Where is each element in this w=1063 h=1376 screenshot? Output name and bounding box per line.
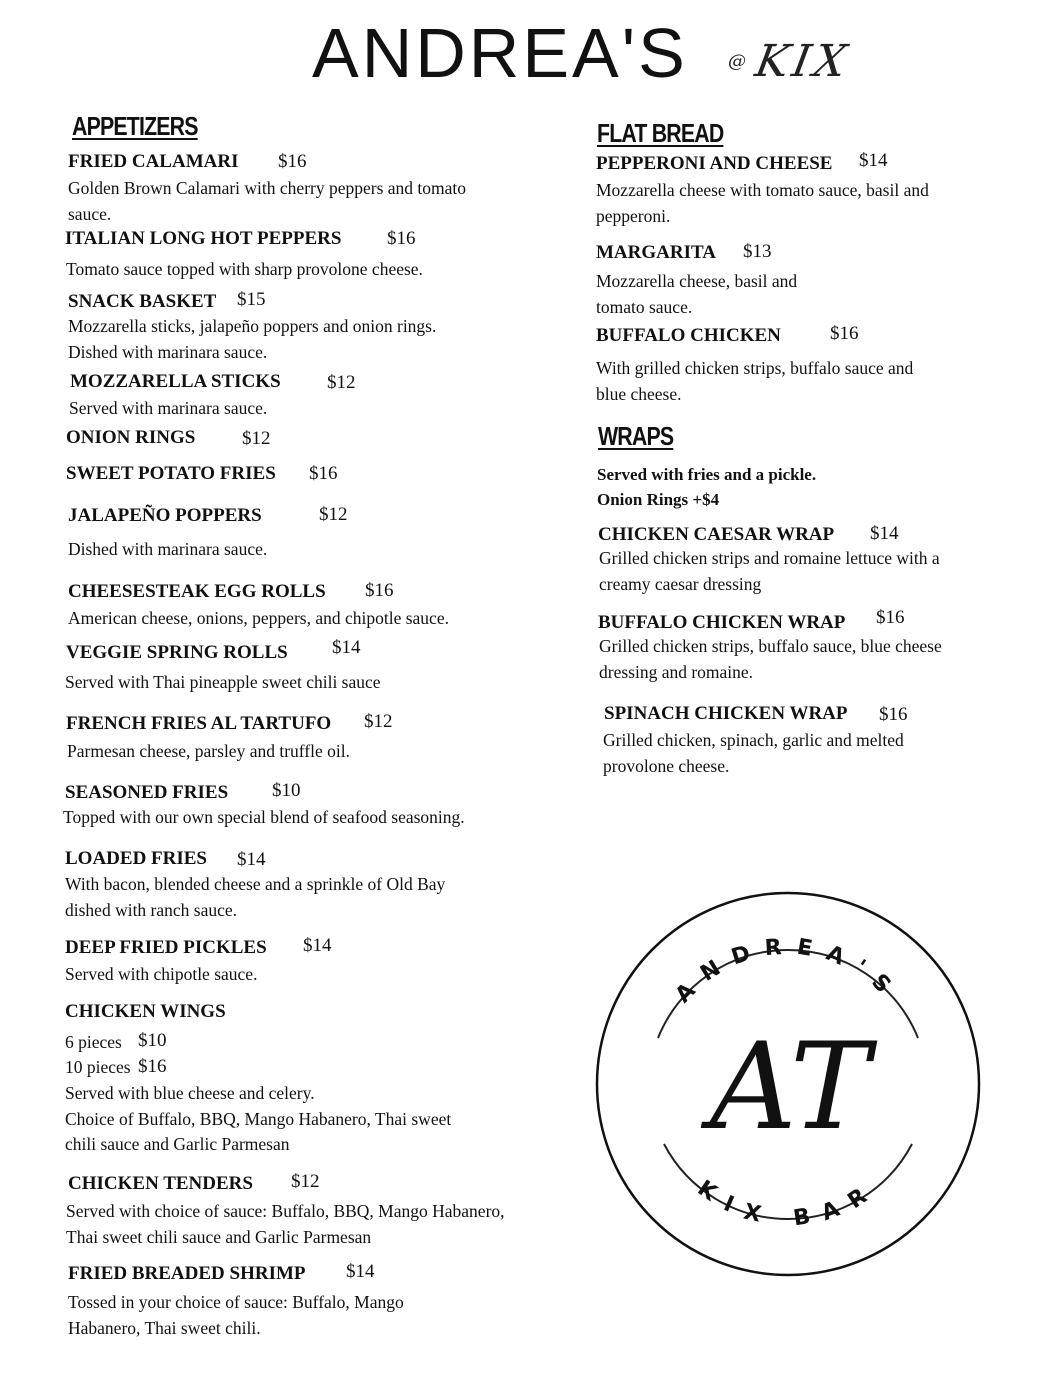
menu-item-name: FRENCH FRIES AL TARTUFO [66, 713, 332, 734]
menu-item-description: Tomato sauce topped with sharp provolone cheese. [66, 259, 423, 279]
menu-item-name: SWEET POTATO FRIES [66, 463, 276, 484]
menu-item-description: Mozzarella cheese with tomato sauce, basil and pepperoni. [596, 180, 929, 226]
menu-item-name: SNACK BASKET [68, 291, 217, 312]
menu-item-description: Topped with our own special blend of seafood seasoning. [63, 807, 465, 827]
menu-item-description: Served with chipotle sauce. [65, 964, 258, 984]
menu-item-price: $12 [319, 504, 348, 525]
menu-item-price: $16 [365, 580, 394, 601]
menu-item-price: $16 [278, 151, 307, 172]
logo-top-text: ANDREA'S [670, 934, 906, 1009]
menu-item-description: Tossed in your choice of sauce: Buffalo, Mango Habanero, Thai sweet chili. [68, 1292, 404, 1338]
menu-item-description: Grilled chicken strips, buffalo sauce, blue cheese dressing and romaine. [599, 636, 942, 682]
wraps-heading: WRAPS [598, 421, 674, 451]
menu-item-name: VEGGIE SPRING ROLLS [66, 642, 288, 663]
menu-item-price: $10 [272, 780, 301, 801]
menu-item-description: Served with choice of sauce: Buffalo, BBQ, Mango Habanero, Thai sweet chili sauce and Garlic Parmesan [66, 1201, 505, 1247]
menu-item-description: Dished with marinara sauce. [68, 539, 268, 559]
menu-item-description: With grilled chicken strips, buffalo sauce and blue cheese. [596, 358, 914, 404]
menu-item-description: American cheese, onions, peppers, and chipotle sauce. [68, 608, 449, 628]
menu-item-name: FRIED BREADED SHRIMP [68, 1263, 306, 1284]
menu-item-name: CHICKEN WINGS [65, 1001, 226, 1022]
menu-item-name: MARGARITA [596, 242, 716, 263]
menu-item-description: Parmesan cheese, parsley and truffle oil. [67, 741, 350, 761]
menu-item-description: Served with Thai pineapple sweet chili sauce [65, 672, 381, 692]
wings-option: 10 pieces [65, 1057, 131, 1077]
wings-option-price: $16 [138, 1056, 167, 1077]
menu-item-price: $14 [303, 935, 332, 956]
menu-item-price: $14 [859, 150, 888, 171]
wings-option-price: $10 [138, 1030, 167, 1051]
menu-item-name: SEASONED FRIES [65, 782, 229, 803]
menu-item-name: CHICKEN TENDERS [68, 1173, 253, 1194]
menu-item-price: $13 [743, 241, 772, 262]
menu-item-description: Served with marinara sauce. [69, 398, 268, 418]
menu-item-price: $16 [876, 607, 905, 628]
menu-item-price: $14 [332, 637, 361, 658]
menu-item-description: Mozzarella cheese, basil and tomato sauce. [596, 271, 798, 317]
menu-item-price: $15 [237, 289, 266, 310]
menu-item-price: $12 [242, 428, 271, 449]
menu-item-name: CHICKEN CAESAR WRAP [598, 524, 835, 545]
menu-item-price: $16 [309, 463, 338, 484]
menu-item-name: CHEESESTEAK EGG ROLLS [68, 581, 326, 602]
menu-item-name: JALAPEÑO POPPERS [68, 505, 262, 526]
menu-item-name: ONION RINGS [66, 427, 196, 448]
menu-item-description: Mozzarella sticks, jalapeño poppers and onion rings. Dished with marinara sauce. [68, 316, 437, 362]
flatbread-heading: FLAT BREAD [597, 118, 724, 148]
menu-item-price: $12 [364, 711, 393, 732]
menu-item-description: Grilled chicken strips and romaine lettuce with a creamy caesar dressing [599, 548, 940, 594]
at-symbol: @ [728, 51, 746, 72]
menu-item-name: FRIED CALAMARI [68, 151, 239, 172]
menu-item-description: Golden Brown Calamari with cherry peppers and tomato sauce. [68, 178, 467, 224]
menu-item-name: PEPPERONI AND CHEESE [596, 153, 833, 174]
menu-item-price: $12 [327, 372, 356, 393]
menu-item-description: With bacon, blended cheese and a sprinkle of Old Bay dished with ranch sauce. [65, 874, 446, 920]
wings-option: 6 pieces [65, 1032, 122, 1052]
venue-name: KIX [751, 36, 855, 87]
venue-tag [728, 36, 855, 87]
menu-item-price: $16 [879, 704, 908, 725]
wraps-note: Served with fries and a pickle. Onion Rings +$4 [597, 465, 817, 509]
menu-item-name: ITALIAN LONG HOT PEPPERS [65, 228, 342, 249]
menu-item-price: $16 [830, 323, 859, 344]
restaurant-title: ANDREA'S [312, 14, 688, 92]
logo-bottom-text: KIX BAR [692, 1175, 884, 1232]
menu-item-price: $12 [291, 1171, 320, 1192]
menu-item-description: Served with blue cheese and celery. Choice of Buffalo, BBQ, Mango Habanero, Thai sweet chili sauce and Garlic Parmesan [65, 1083, 452, 1154]
menu-item-price: $16 [387, 228, 416, 249]
menu-item-price: $14 [346, 1261, 375, 1282]
appetizers-heading: APPETIZERS [72, 111, 198, 141]
menu-item-name: DEEP FRIED PICKLES [65, 937, 267, 958]
menu-item-name: LOADED FRIES [65, 848, 207, 869]
logo-monogram: AT [709, 1018, 871, 1157]
menu-item-name: MOZZARELLA STICKS [70, 371, 281, 392]
menu-item-description: Grilled chicken, spinach, garlic and melted provolone cheese. [603, 730, 904, 776]
menu-item-name: BUFFALO CHICKEN WRAP [598, 612, 846, 633]
menu-item-price: $14 [870, 523, 899, 544]
andreas-kix-bar-logo [592, 888, 984, 1280]
menu-item-name: SPINACH CHICKEN WRAP [604, 703, 848, 724]
menu-item-price: $14 [237, 849, 266, 870]
menu-item-name: BUFFALO CHICKEN [596, 325, 781, 346]
